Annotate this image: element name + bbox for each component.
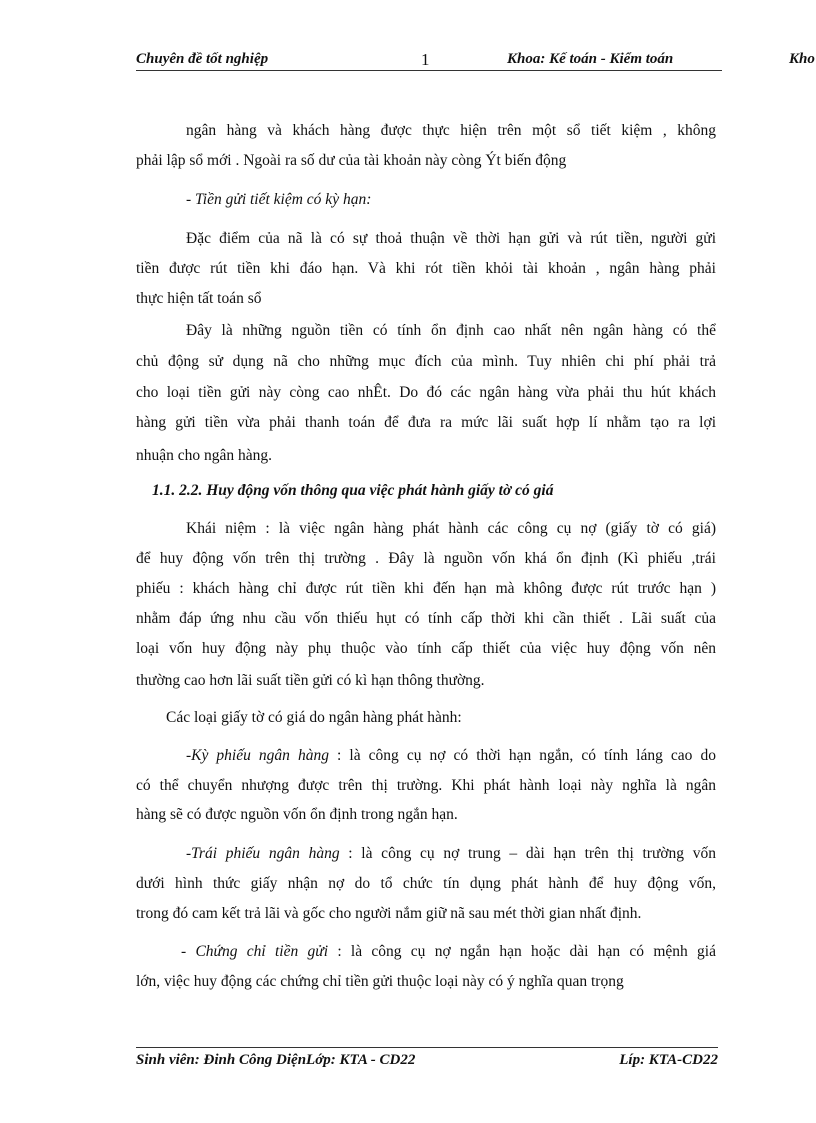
- text-line: Đây là những nguồn tiền có tính ổn định cao nhất nên ngân hàng có thể: [186, 322, 716, 339]
- text-line: [136, 845, 716, 863]
- text-line: lớn, việc huy động các chứng chỉ tiền gửi thuộc loại này có ý nghĩa quan trọng: [136, 973, 624, 990]
- text-line: hàng gửi tiền vừa phải thanh toán để đưa ra mức lãi suất hợp lí nhằm tạo ra lợi: [136, 414, 716, 431]
- header-rule: [136, 70, 722, 71]
- footer-rule: [136, 1047, 718, 1048]
- text-line: tiền được rút tiền khi đáo hạn. Và khi rót tiền khỏi tài khoản , ngân hàng phải: [136, 260, 716, 277]
- list-intro: Các loại giấy tờ có giá do ngân hàng phát hành:: [166, 709, 462, 726]
- text-line: cho loại tiền gửi này còng cao nhÊt. Do đó các ngân hàng vừa phải thu hút khách: [136, 384, 716, 401]
- term: -Trái phiếu ngân hàng: [186, 845, 340, 862]
- text-line: phiếu : khách hàng chỉ được rút tiền khi đến hạn mà không được rút trước hạn ): [136, 580, 716, 597]
- text-line: thường cao hơn lãi suất tiền gửi có kì hạn thông thường.: [136, 672, 485, 689]
- text-line: loại vốn huy động này phụ thuộc vào tính cấp thiết của việc huy động vốn nên: [136, 640, 716, 657]
- text-line: chủ động sử dụng nã cho những mục đích của mình. Tuy nhiên chi phí phải trả: [136, 353, 716, 370]
- text-line: để huy động vốn trên thị trường . Đây là nguồn vốn khá ổn định (Kì phiếu ,trái: [136, 550, 716, 567]
- text-line: phải lập sổ mới . Ngoài ra số dư của tài khoản này còng Ýt biến động: [136, 152, 567, 169]
- footer-class: Líp: KTA-CD22: [619, 1052, 718, 1068]
- text-line: hàng sẽ có được nguồn vốn ổn định trong ngắn hạn.: [136, 806, 458, 823]
- subheading: - Tiền gửi tiết kiệm có kỳ hạn:: [186, 191, 372, 208]
- text-line: Đặc điểm của nã là có sự thoả thuận về thời hạn gửi và rút tiền, người gửi: [186, 230, 716, 247]
- text-segment: : là công cụ nợ trung – dài hạn trên thị trường vốn: [339, 845, 717, 862]
- section-heading: 1.1. 2.2. Huy động vốn thông qua việc phát hành giấy tờ có giá: [152, 482, 554, 499]
- text-segment: : là công cụ nợ ngắn hạn hoặc dài hạn có mệnh giá: [328, 943, 716, 960]
- header-title: Chuyên đề tốt nghiệp: [136, 51, 269, 67]
- footer-student: Sinh viên: Đinh Công DiệnLớp: KTA - CD22: [136, 1052, 416, 1068]
- text-line: nhằm đáp ứng nhu cầu vốn thiếu hụt có tính cấp thời khi cần thiết . Lãi suất của: [136, 610, 716, 627]
- term: - Chứng chỉ tiền gửi: [181, 943, 329, 960]
- text-line: ngân hàng và khách hàng được thực hiện trên một sổ tiết kiệm , không: [186, 122, 716, 139]
- page-number: 1: [421, 50, 430, 69]
- text-line: có thể chuyển nhượng được trên thị trường. Khi phát hành loại này nghĩa là ngân: [136, 777, 716, 794]
- text-line: dưới hình thức giấy nhận nợ do tổ chức tín dụng phát hành để huy động vốn,: [136, 875, 716, 892]
- text-line: Khái niệm : là việc ngân hàng phát hành các công cụ nợ (giấy tờ có giá): [186, 520, 716, 537]
- term: -Kỳ phiếu ngân hàng: [186, 747, 329, 764]
- text-line: [136, 747, 716, 765]
- text-line: thực hiện tất toán sổ: [136, 290, 262, 307]
- header-overflow: Kho: [789, 51, 815, 67]
- header-faculty: Khoa: Kế toán - Kiểm toán: [507, 51, 674, 67]
- text-line: nhuận cho ngân hàng.: [136, 447, 273, 464]
- text-line: trong đó cam kết trả lãi và gốc cho người nắm giữ nã sau mét thời gian nhất định.: [136, 905, 642, 922]
- text-segment: : là công cụ nợ có thời hạn ngắn, có tính láng cao do: [328, 747, 716, 764]
- text-line: [136, 943, 716, 961]
